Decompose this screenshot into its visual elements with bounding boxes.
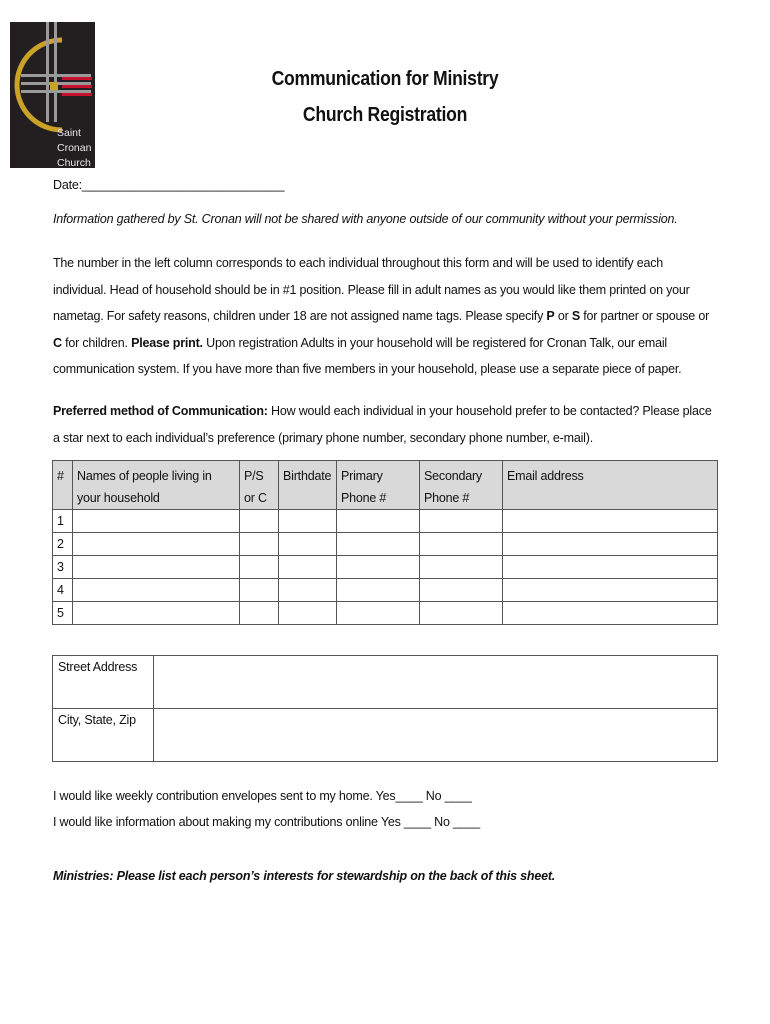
email-cell[interactable]: [503, 533, 718, 556]
date-field[interactable]: Date:______________________________: [53, 178, 285, 192]
secondary-phone-cell[interactable]: [420, 556, 503, 579]
email-cell[interactable]: [503, 556, 718, 579]
online-giving-question[interactable]: I would like information about making my contributions online Yes ____ No ____: [53, 815, 481, 829]
table-row: [53, 533, 718, 556]
envelopes-question[interactable]: I would like weekly contribution envelopes sent to my home. Yes____ No ____: [53, 789, 472, 803]
primary-phone-cell[interactable]: [337, 533, 420, 556]
col-birthdate: Birthdate: [279, 461, 337, 510]
name-cell[interactable]: [73, 579, 240, 602]
email-cell[interactable]: [503, 510, 718, 533]
table-header-row: [53, 461, 718, 510]
instructions-text: or: [554, 309, 572, 323]
secondary-phone-cell[interactable]: [420, 579, 503, 602]
psc-cell[interactable]: [240, 556, 279, 579]
church-logo: [10, 22, 95, 168]
instructions-text: for children.: [61, 335, 132, 350]
household-table: [52, 460, 718, 625]
primary-phone-cell[interactable]: [337, 556, 420, 579]
email-cell[interactable]: [503, 602, 718, 625]
logo-line: Cronan: [57, 142, 92, 154]
email-cell[interactable]: [503, 579, 718, 602]
logo-text: [57, 126, 91, 168]
city-state-zip-field[interactable]: [154, 709, 718, 762]
primary-phone-cell[interactable]: [337, 579, 420, 602]
preferred-contact-text: How would each individual in your household prefer to be contacted? Please place a star next to each individual’s preference (primary phone number, secondary phone number, e-mail).: [53, 404, 712, 445]
ministries-note: Ministries: Please list each person’s interests for stewardship on the back of this sheet.: [53, 869, 556, 883]
name-cell[interactable]: [73, 602, 240, 625]
address-table: [52, 655, 718, 762]
instructions-text: for partner or spouse or: [579, 309, 710, 323]
col-email: Email address: [503, 461, 718, 510]
logo-line: Saint: [57, 127, 81, 139]
city-state-zip-row: [53, 709, 718, 762]
primary-phone-cell[interactable]: [337, 510, 420, 533]
spouse-code: S: [571, 309, 580, 323]
psc-cell[interactable]: [240, 602, 279, 625]
table-row: [53, 602, 718, 625]
row-number: 2: [53, 533, 73, 556]
row-number: 3: [53, 556, 73, 579]
secondary-phone-cell[interactable]: [420, 602, 503, 625]
row-number: 4: [53, 579, 73, 602]
instructions-text: The number in the left column corresponds to each individual throughout this form and will be used to identify each individual. Head of household should be in #1 position. Please fill in adult names as you would like them printed on your nametag. For safety reasons, children under 18 are not assigned name tags. Please specify: [53, 256, 690, 323]
birthdate-cell[interactable]: [279, 533, 337, 556]
street-address-row: [53, 656, 718, 709]
please-print-note: Please print.: [131, 335, 203, 350]
partner-code: P: [546, 309, 555, 323]
preferred-contact-label: Preferred method of Communication:: [53, 404, 268, 418]
secondary-phone-cell[interactable]: [420, 533, 503, 556]
logo-line: Church: [57, 157, 91, 168]
street-address-field[interactable]: [154, 656, 718, 709]
privacy-notice: Information gathered by St. Cronan will not be shared with anyone outside of our community without your permission.: [53, 212, 678, 226]
col-psc: P/S or C: [240, 461, 279, 510]
primary-phone-cell[interactable]: [337, 602, 420, 625]
col-number: #: [53, 461, 73, 510]
table-row: [53, 579, 718, 602]
psc-cell[interactable]: [240, 533, 279, 556]
birthdate-cell[interactable]: [279, 510, 337, 533]
row-number: 5: [53, 602, 73, 625]
secondary-phone-cell[interactable]: [420, 510, 503, 533]
city-state-zip-label: City, State, Zip: [53, 709, 154, 762]
table-row: [53, 510, 718, 533]
birthdate-cell[interactable]: [279, 556, 337, 579]
child-code: C: [53, 335, 62, 350]
page-title: Communication for Ministry: [271, 68, 499, 90]
psc-cell[interactable]: [240, 579, 279, 602]
col-secondary-phone: Secondary Phone #: [420, 461, 503, 510]
name-cell[interactable]: [73, 556, 240, 579]
birthdate-cell[interactable]: [279, 579, 337, 602]
instructions-paragraph: [53, 250, 713, 383]
instructions-text: Upon registration Adults in your household will be registered for Cronan Talk, our email communication system. If you have more than five members in your household, please use a separate piece of paper.: [53, 335, 682, 376]
birthdate-cell[interactable]: [279, 602, 337, 625]
col-names: Names of people living in your household: [73, 461, 240, 510]
row-number: 1: [53, 510, 73, 533]
name-cell[interactable]: [73, 510, 240, 533]
page-subtitle: Church Registration: [302, 104, 468, 126]
psc-cell[interactable]: [240, 510, 279, 533]
col-primary-phone: Primary Phone #: [337, 461, 420, 510]
name-cell[interactable]: [73, 533, 240, 556]
preferred-contact-paragraph: [53, 398, 713, 451]
table-row: [53, 556, 718, 579]
street-address-label: Street Address: [53, 656, 154, 709]
